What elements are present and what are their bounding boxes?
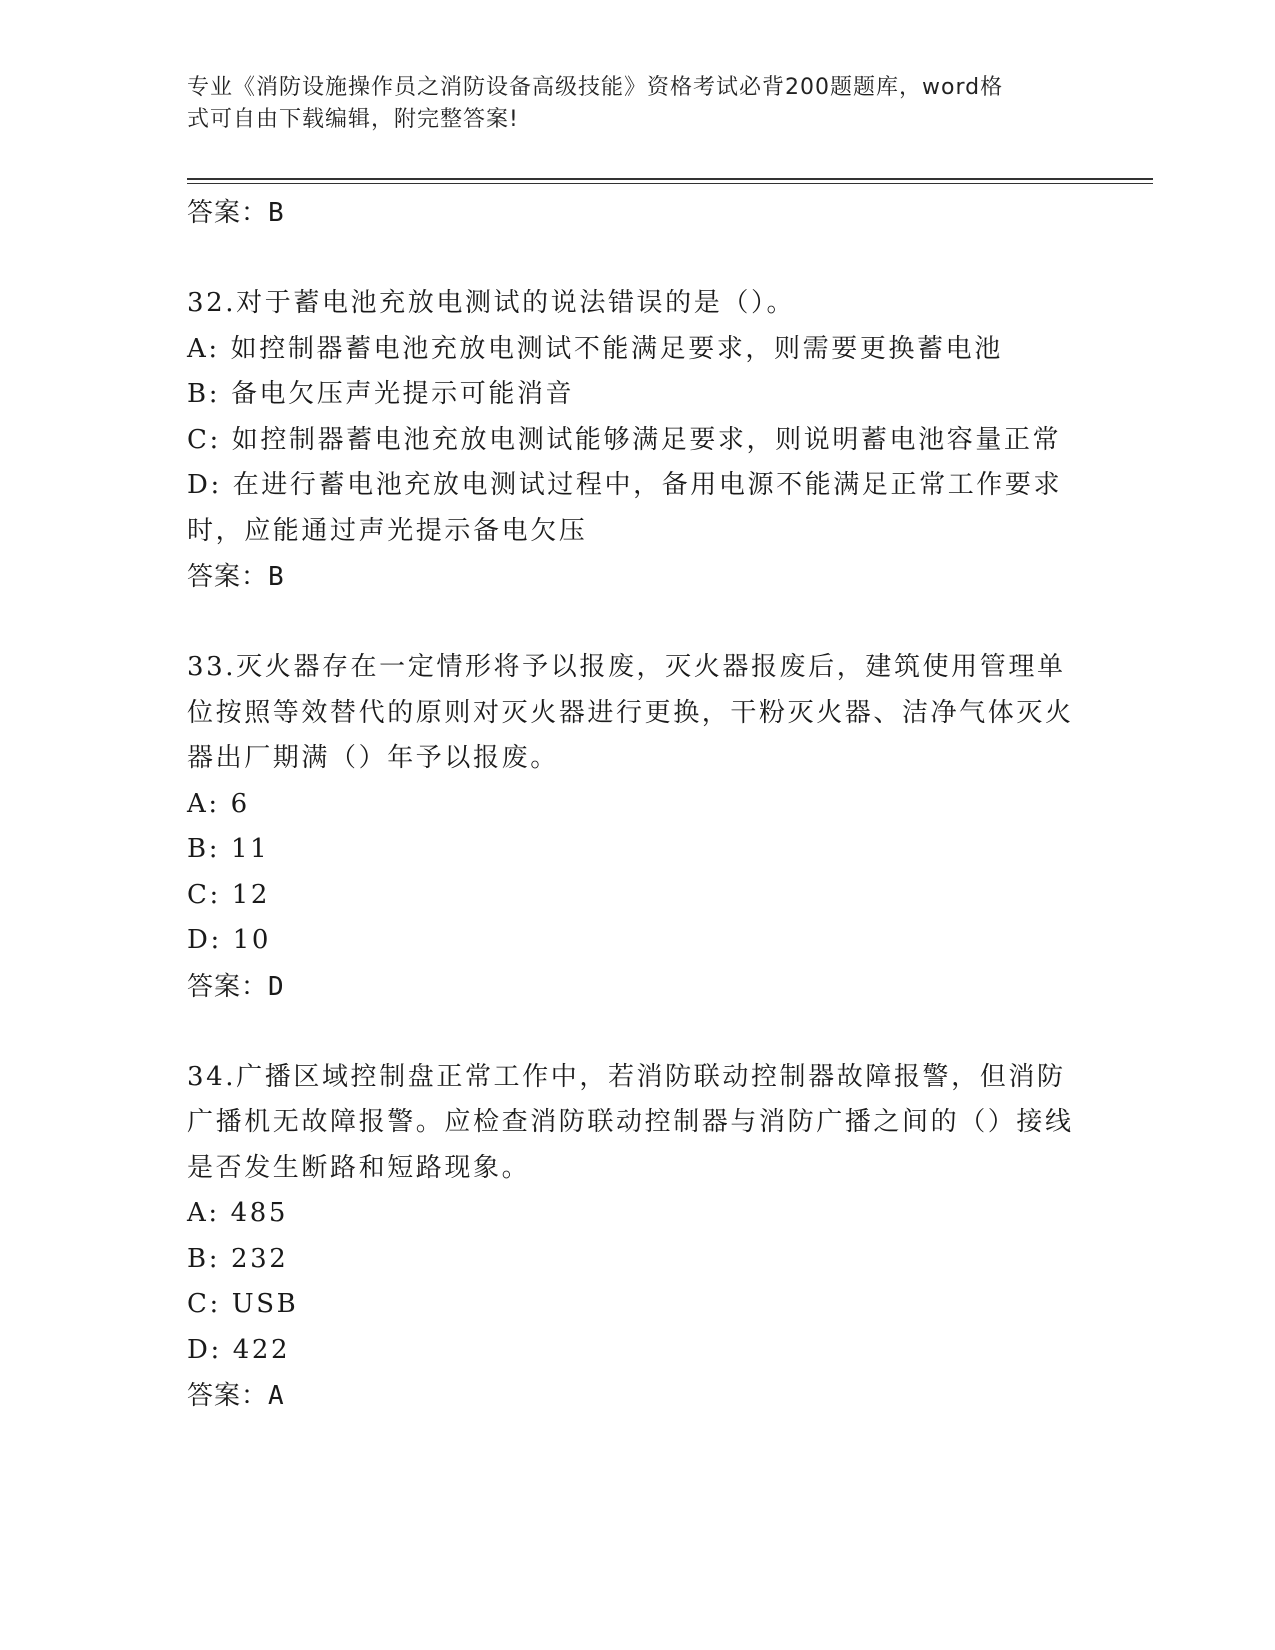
option-b (187, 827, 1087, 873)
option-label: A: (187, 1198, 220, 1228)
option-text: 备电欠压声光提示可能消音 (230, 379, 575, 409)
option-label: C: (187, 1289, 221, 1319)
answer-value: B (268, 562, 285, 592)
answer-label: 答案： (187, 198, 269, 228)
question-block-32 (187, 281, 1087, 600)
option-text: 6 (230, 788, 250, 819)
option-label: B: (187, 834, 221, 864)
option-label: B: (187, 1243, 221, 1274)
answer-line (187, 964, 1087, 1010)
answer-label: 答案： (187, 562, 269, 592)
option-text: 232 (230, 1243, 289, 1274)
option-text: 10 (232, 925, 271, 955)
option-text: 如控制器蓄电池充放电测试能够满足要求，则说明蓄电池容量正常 (231, 424, 1062, 455)
option-d (187, 918, 1087, 964)
option-label: D: (187, 1334, 222, 1365)
option-text: 在进行蓄电池充放电测试过程中，备用电源不能满足正常工作要求时，应能通过声光提示备电欠压 (187, 470, 1063, 546)
answer-line-prev (187, 190, 1087, 236)
option-c (187, 418, 1087, 464)
page-header (187, 72, 1067, 136)
option-label: D: (187, 925, 222, 955)
option-d (187, 463, 1087, 554)
answer-label: 答案： (187, 1381, 269, 1411)
option-label: B: (187, 379, 221, 409)
option-text: 12 (231, 879, 271, 910)
option-label: C: (187, 424, 221, 455)
question-stem: 33.灭火器存在一定情形将予以报废，灭火器报废后，建筑使用管理单位按照等效替代的原则对灭火器进行更换，干粉灭火器、洁净气体灭火器出厂期满（）年予以报废。 (187, 652, 1074, 773)
question-block-33 (187, 645, 1087, 1010)
header-divider-thick (187, 178, 1153, 180)
answer-value: B (268, 198, 285, 228)
option-label: A: (187, 788, 220, 819)
option-a (187, 327, 1087, 373)
question-stem: 32.对于蓄电池充放电测试的说法错误的是（）。 (187, 288, 796, 318)
option-label: A: (187, 333, 220, 364)
option-b (187, 1237, 1087, 1283)
option-d (187, 1328, 1087, 1374)
header-divider-thin (187, 183, 1153, 184)
option-text: 11 (230, 834, 270, 864)
question-block-34 (187, 1055, 1087, 1420)
answer-label: 答案： (187, 971, 269, 1002)
option-text: USB (231, 1289, 299, 1319)
option-a (187, 782, 1087, 828)
option-text: 422 (232, 1334, 291, 1365)
answer-line (187, 1373, 1087, 1419)
header-line-1: 专业《消防设施操作员之消防设备高级技能》资格考试必背200题题库，word格 (187, 75, 1004, 100)
option-label: C: (187, 879, 221, 910)
answer-value: A (268, 1381, 285, 1411)
answer-line (187, 554, 1087, 600)
option-a (187, 1191, 1087, 1237)
option-c (187, 1282, 1087, 1328)
question-list (187, 190, 1087, 1419)
option-text: 如控制器蓄电池充放电测试不能满足要求，则需要更换蓄电池 (230, 333, 1003, 364)
answer-value: D (268, 971, 285, 1002)
option-label: D: (187, 470, 222, 500)
header-line-2: 式可自由下载编辑，附完整答案! (187, 107, 519, 132)
option-c (187, 873, 1087, 919)
option-b (187, 372, 1087, 418)
option-text: 485 (230, 1198, 289, 1228)
question-stem: 34.广播区域控制盘正常工作中，若消防联动控制器故障报警，但消防广播机无故障报警。应检查消防联动控制器与消防广播之间的（）接线是否发生断路和短路现象。 (187, 1061, 1074, 1183)
